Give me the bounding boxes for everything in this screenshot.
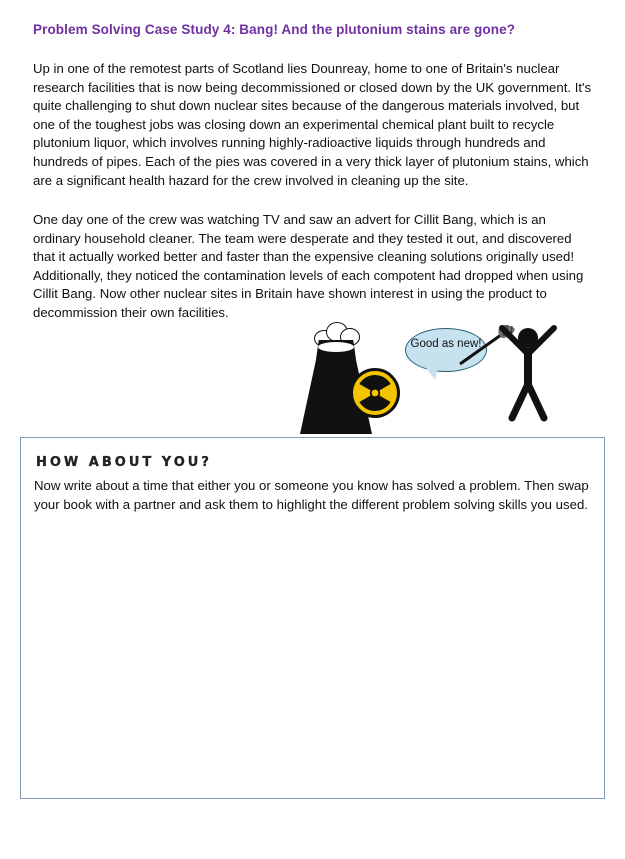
body-paragraph-2: One day one of the crew was watching TV and saw an advert for Cillit Bang, which is an ordinary household cleaner. The team were desperate and they tested it out, and discovered that it actually worked better and faster than the expensive cleaning solutions originally used! Additionally, they noticed the contamination levels of each compotent had dropped when using Cillit Bang. Now other nuclear sites in Britain have shown interest in using the product to decommission their own facilities. [33, 212, 584, 320]
speech-bubble-text: Good as new! [410, 338, 482, 350]
activity-instructions: Now write about a time that either you or someone you know has solved a problem. Then swap your book with a partner and ask them to highlight the different problem solving skills you used. [34, 478, 589, 512]
radiation-hazard-icon [350, 368, 400, 418]
activity-heading: HOW ABOUT YOU? [36, 455, 212, 470]
body-paragraph-1: Up in one of the remotest parts of Scotland lies Dounreay, home to one of Britain's nuclear research facilities that is now being decommissioned or closed down by the UK government. It's quite challenging to shut down nuclear sites because of the dangerous materials involved, but one of the toughest jobs was closing down an experimental chemical plant built to recycle plutonium liquor, which involves running highly-radioactive liquids through hundreds and hundreds of pipes. Each of the pies was covered in a very thick layer of plutonium stains, which are a significant health hazard for the crew involved in cleaning up the site. [33, 61, 592, 188]
page-title: Problem Solving Case Study 4: Bang! And the plutonium stains are gone? [33, 22, 516, 37]
speech-bubble-tail [426, 368, 438, 380]
illustration [280, 300, 600, 428]
stick-figure-icon [488, 312, 568, 422]
